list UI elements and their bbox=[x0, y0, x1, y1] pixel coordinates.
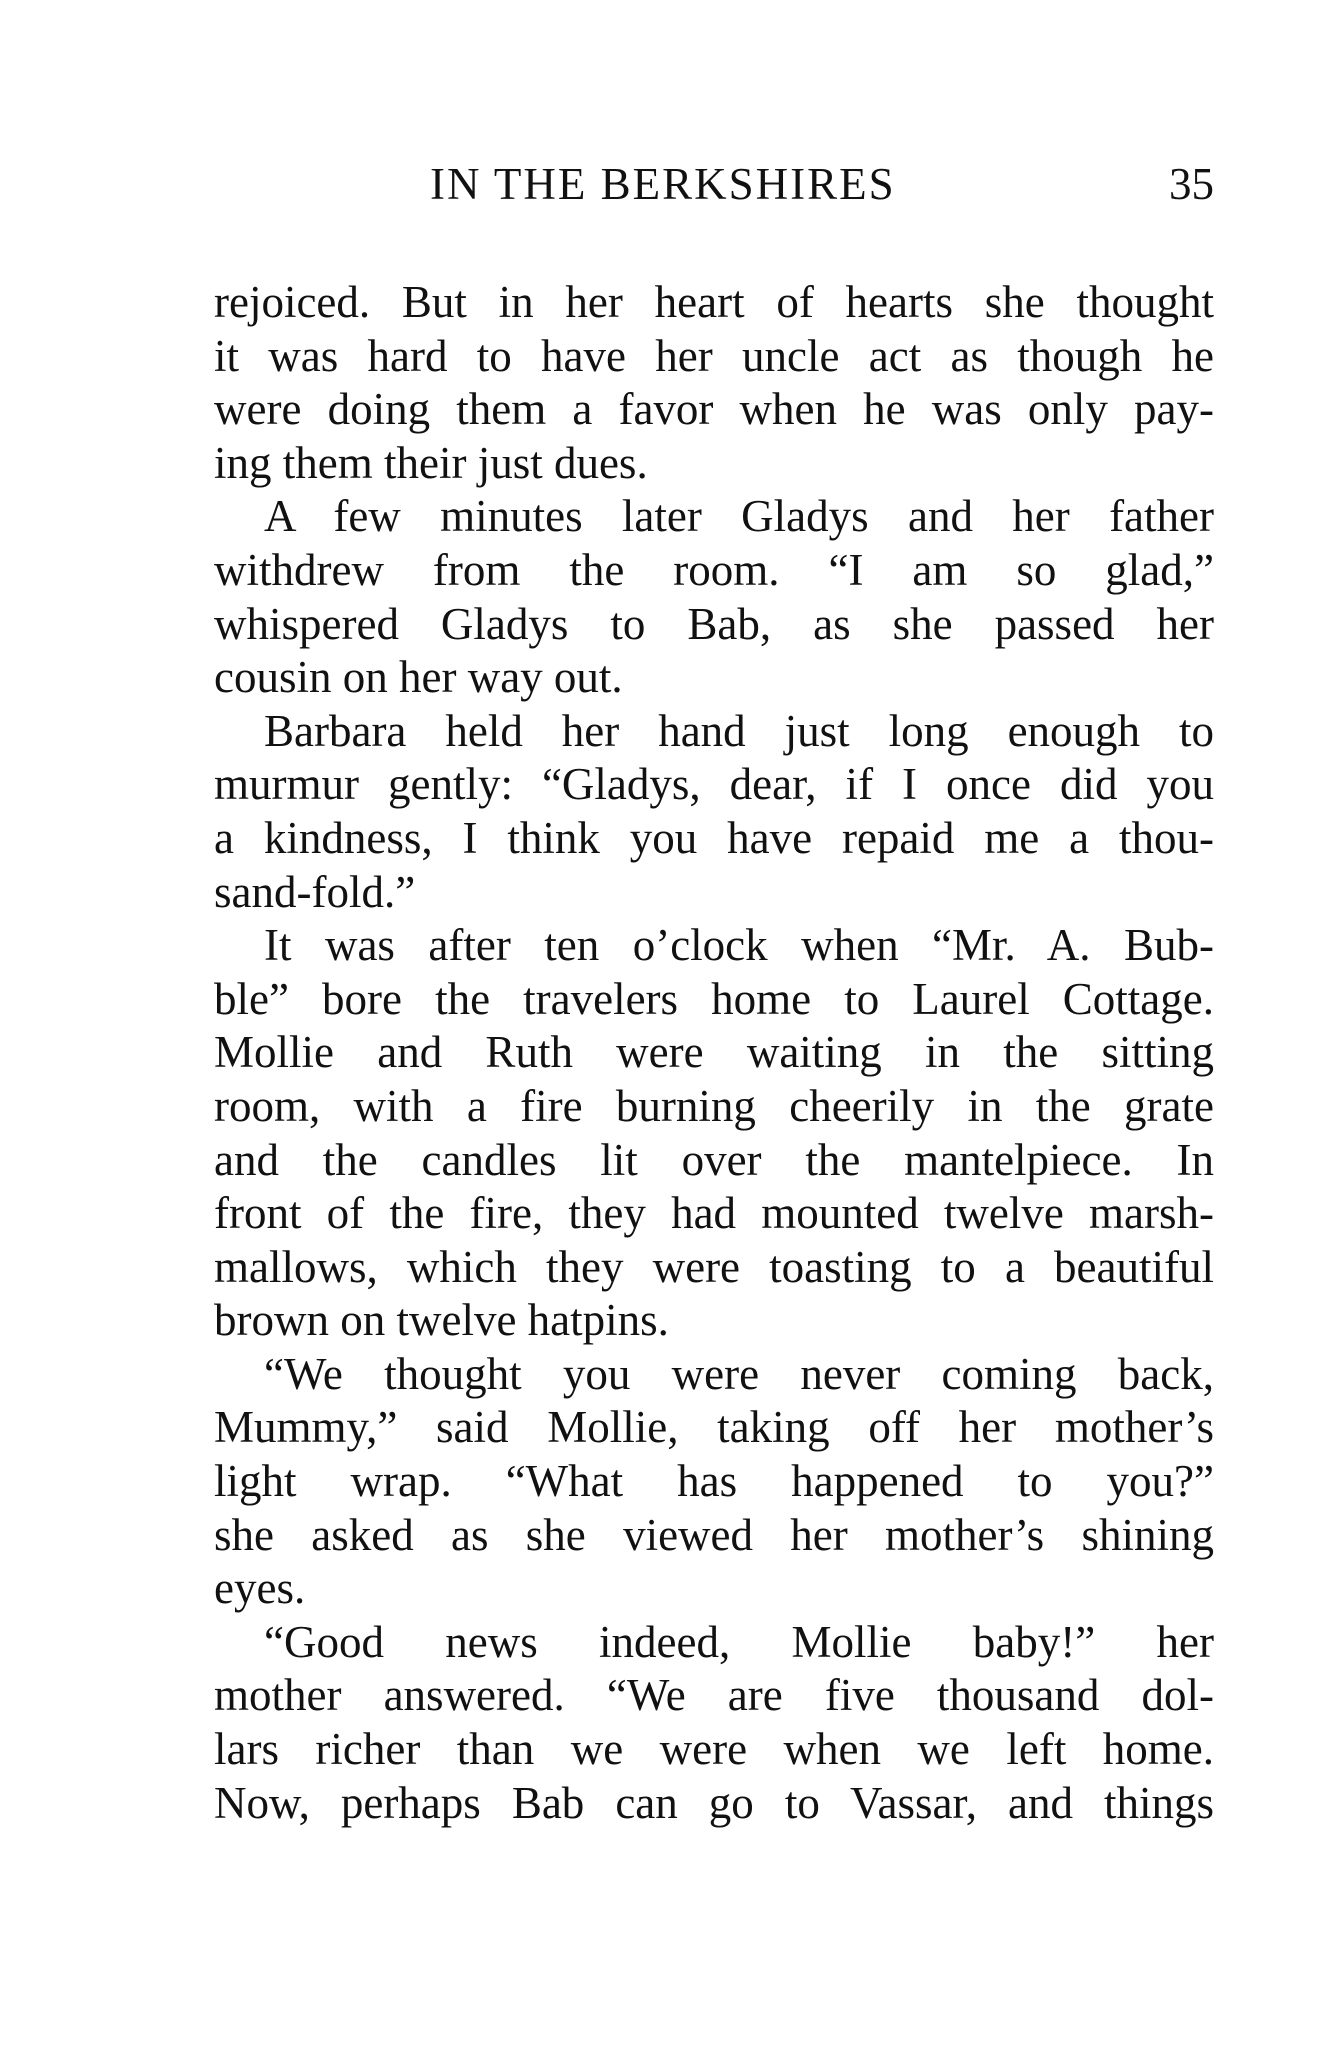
text-line: room, with a fire burning cheerily in the grate bbox=[214, 1080, 1214, 1131]
text-line: Barbara held her hand just long enough to bbox=[264, 705, 1214, 756]
text-line: and the candles lit over the mantelpiece. In bbox=[214, 1134, 1214, 1185]
text-line: sand-fold.” bbox=[214, 866, 416, 917]
text-line: ing them their just dues. bbox=[214, 437, 648, 488]
text-line: murmur gently: “Gladys, dear, if I once did you bbox=[214, 759, 1214, 810]
body-text bbox=[214, 276, 1214, 1830]
text-line: A few minutes later Gladys and her father bbox=[264, 491, 1214, 542]
text-line: she asked as she viewed her mother’s shining bbox=[214, 1509, 1214, 1560]
text-line: brown on twelve hatpins. bbox=[214, 1295, 669, 1346]
text-line: rejoiced. But in her heart of hearts she thought bbox=[214, 277, 1214, 327]
text-line: a kindness, I think you have repaid me a thou- bbox=[214, 812, 1214, 863]
text-line: it was hard to have her uncle act as though he bbox=[214, 330, 1214, 381]
text-line: eyes. bbox=[214, 1563, 306, 1614]
text-line: cousin on her way out. bbox=[214, 652, 623, 703]
text-line: front of the fire, they had mounted twelve marsh- bbox=[214, 1188, 1214, 1239]
page-header bbox=[216, 158, 1214, 218]
text-line: It was after ten o’clock when “Mr. A. Bub- bbox=[264, 920, 1214, 971]
running-head: IN THE BERKSHIRES bbox=[430, 159, 896, 209]
text-line: “Good news indeed, Mollie baby!” her bbox=[264, 1616, 1214, 1667]
text-line: Now, perhaps Bab can go to Vassar, and things bbox=[214, 1777, 1214, 1828]
text-line: withdrew from the room. “I am so glad,” bbox=[214, 544, 1214, 595]
text-line: ble” bore the travelers home to Laurel Cottage. bbox=[214, 973, 1214, 1024]
text-line: whispered Gladys to Bab, as she passed her bbox=[214, 598, 1214, 649]
text-line: mother answered. “We are five thousand dol- bbox=[214, 1670, 1214, 1721]
text-line: mallows, which they were toasting to a beautiful bbox=[214, 1241, 1214, 1292]
text-line: were doing them a favor when he was only pay- bbox=[214, 384, 1214, 435]
text-line: Mollie and Ruth were waiting in the sitting bbox=[214, 1027, 1214, 1078]
text-line: lars richer than we were when we left home. bbox=[214, 1724, 1214, 1775]
text-line: light wrap. “What has happened to you?” bbox=[214, 1456, 1214, 1507]
text-line: “We thought you were never coming back, bbox=[264, 1348, 1214, 1399]
text-line: Mummy,” said Mollie, taking off her mother’s bbox=[214, 1402, 1214, 1453]
page-number: 35 bbox=[1169, 159, 1214, 209]
